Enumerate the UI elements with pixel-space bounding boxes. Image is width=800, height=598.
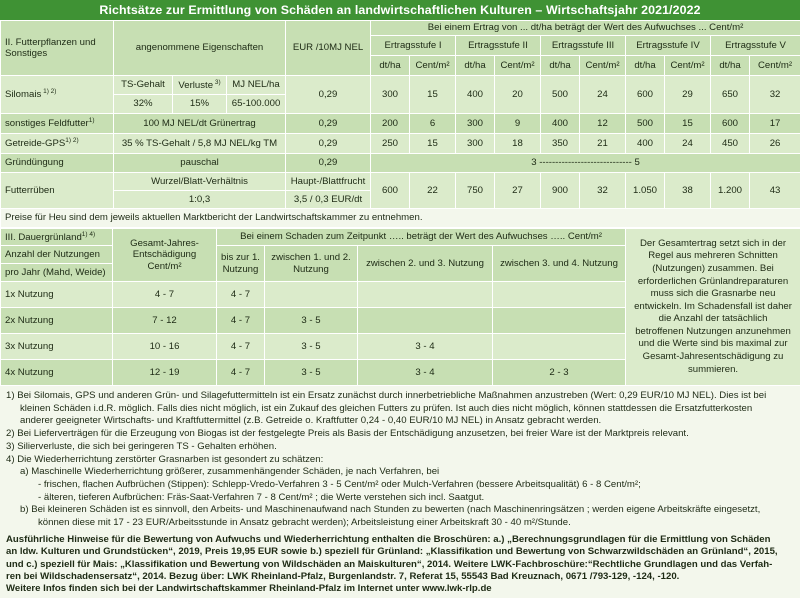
value-cell: [493, 334, 626, 360]
footnote-line: - älteren, tieferen Aufbrüchen: Fräs-Saat-Verfahren 7 - 8 Cent/m² ; die Werte verstehen sich incl. Saatgut.: [38, 491, 485, 503]
value-cell: 650: [711, 76, 750, 114]
hinweis-line: und c.) speziell für Mais: „Klassifikation und Bewertung von Wildschäden an Maiskulturen“, 2014. Weitere LWK-Fachbroschüre:“Rechtliche Grundlagen und das Verfah-: [6, 558, 773, 570]
hinweis-line: ren bei Wildschadensersatz“, 2014. Bezug über: LWK Rheinland-Pfalz, Burgenlandstr. 7, Referat 15, 55543 Bad Kreuznach, 0671 /793-129, -124, -120.: [6, 570, 680, 582]
value-cell: 20: [495, 76, 541, 114]
value-cell: 3 - 4: [358, 360, 493, 386]
value-cell: 17: [750, 114, 800, 134]
value-cell: 200: [371, 114, 410, 134]
value-cell: [493, 282, 626, 308]
unit-dt: dt/ha: [626, 56, 665, 76]
value-cell: 3 - 4: [358, 334, 493, 360]
heu-note: Preise für Heu sind dem jeweils aktuellen Marktbericht der Landwirtschaftskammer zu entnehmen.: [1, 209, 800, 228]
ertragsstufe-5: Ertragsstufe V: [711, 36, 800, 56]
row-label: 1x Nutzung: [1, 282, 113, 308]
value-cell: 15: [665, 114, 711, 134]
footnote-line: 3) Silierverluste, die sich bei geringeren TS - Gehalten erhöhen.: [6, 440, 277, 452]
value-cell: 300: [456, 134, 495, 154]
unit-dt: dt/ha: [456, 56, 495, 76]
ertragsstufe-1: Ertragsstufe I: [371, 36, 456, 56]
value-cell: 2 - 3: [493, 360, 626, 386]
value-cell: 22: [410, 173, 456, 209]
dauergruenland-table: [0, 228, 800, 386]
value-cell: 24: [580, 76, 626, 114]
ts-gehalt-value: 32%: [114, 95, 173, 114]
group-header-ertrag: Bei einem Ertrag von ... dt/ha beträgt der Wert des Aufwuchses ... Cent/m²: [371, 21, 800, 36]
futterpflanzen-table: [0, 20, 800, 228]
value-cell: 500: [541, 76, 580, 114]
value-cell: 29: [665, 76, 711, 114]
props-futterrueben-top: Wurzel/Blatt-Verhältnis: [114, 173, 286, 191]
verluste-value: 15%: [173, 95, 227, 114]
subcol-4: zwischen 3. und 4. Nutzung: [493, 246, 626, 282]
value-cell: 900: [541, 173, 580, 209]
value-cell: 4 - 7: [217, 334, 265, 360]
table-row-silomais: [1, 76, 800, 95]
value-cell: 6: [410, 114, 456, 134]
eur-value: 0,29: [286, 154, 371, 173]
footnote-line: 1) Bei Silomais, GPS und anderen Grün- und Silagefuttermitteln ist ein Ersatz zunächst durch innerbetriebliche Maßnahmen anzustreben (Wert: 0,29 EUR/10 MJ NEL). Dies ist bei: [6, 390, 767, 401]
footnote-line: anderer geeigneter Wirtschafts- und Kraftfuttermittel (z.B. Getreide o. Kraftfutter 0,24 - 0,40 EUR/10 MJ NEL) in Ansatz gebracht werden.: [20, 415, 602, 427]
value-cell: 32: [580, 173, 626, 209]
unit-dt: dt/ha: [711, 56, 750, 76]
gesamt-value: 12 - 19: [113, 360, 217, 386]
mj-nel-label: MJ NEL/ha: [227, 76, 286, 95]
ertragsstufe-4: Ertragsstufe IV: [626, 36, 711, 56]
value-cell: 15: [410, 134, 456, 154]
value-cell: 300: [371, 76, 410, 114]
value-cell: 600: [626, 76, 665, 114]
value-cell: [493, 308, 626, 334]
unit-dt: dt/ha: [371, 56, 410, 76]
value-cell: [358, 282, 493, 308]
row-label: 4x Nutzung: [1, 360, 113, 386]
ertragsstufe-2: Ertragsstufe II: [456, 36, 541, 56]
value-cell: 400: [456, 76, 495, 114]
group-header-schaden: Bei einem Schaden zum Zeitpunkt ….. beträgt der Wert des Aufwuchses ….. Cent/m²: [217, 229, 626, 246]
unit-cent: Cent/m²: [410, 56, 456, 76]
value-cell: 600: [711, 114, 750, 134]
value-cell: 15: [410, 76, 456, 114]
table-row-feldfutter: [1, 114, 800, 134]
value-cell: 750: [456, 173, 495, 209]
value-cell: 12: [580, 114, 626, 134]
section-label-gruenland: III. Dauergrünland$^{1) 4)}$: [1, 229, 113, 246]
value-cell: 3 - 5: [265, 334, 358, 360]
hinweis-line: Ausführliche Hinweise für die Bewertung von Aufwuchs und Wiederherrichtung enthalten die Broschüren: a.) „Berechnungsgrundlagen für die Ermittlung von Schäden: [6, 533, 771, 545]
table-row-gps: [1, 134, 800, 154]
value-cell: 350: [541, 134, 580, 154]
col-header-eigenschaften: angenommene Eigenschaften: [114, 21, 286, 76]
row-label: 2x Nutzung: [1, 308, 113, 334]
row-label: 3x Nutzung: [1, 334, 113, 360]
table-row-gruendung: [1, 154, 800, 173]
value-cell: 4 - 7: [217, 308, 265, 334]
value-cell: 9: [495, 114, 541, 134]
eur-value: 0,29: [286, 114, 371, 134]
value-cell: 400: [626, 134, 665, 154]
row-label-silomais: Silomais $^{1) 2)}$: [1, 76, 114, 114]
footnote-line: b) Bei kleineren Schäden ist es sinnvoll, den Arbeits- und Maschinenaufwand nach Stunden zu bewerten (nach Maschinenringsätzen ; werden eigene Arbeitskräfte eingesetzt,: [20, 504, 761, 516]
footnote-line: - frischen, flachen Aufbrüchen (Stippen): Schlepp-Vredo-Verfahren 3 - 5 Cent/m² oder Mulch-Verfahren (bessere Arbeitsqualität) 6 - 8 Cent/m²;: [38, 478, 641, 490]
props-futterrueben-bottom: 1:0,3: [114, 191, 286, 209]
page-title: Richtsätze zur Ermittlung von Schäden an landwirtschaftlichen Kulturen – Wirtschaftsjahr 2021/2022: [0, 0, 800, 20]
footnote-line: kleinen Schäden i.d.R. möglich. Falls dies nicht möglich, ist ein Zukauf des gleichen Futters zu prüfen. Ist auch dies nicht möglich, können stattdessen die Ersatzfutterkosten: [20, 402, 753, 414]
value-cell: 4 - 7: [217, 360, 265, 386]
subcol-1: bis zur 1. Nutzung: [217, 246, 265, 282]
value-cell: 27: [495, 173, 541, 209]
value-cell: 1.200: [711, 173, 750, 209]
unit-cent: Cent/m²: [665, 56, 711, 76]
row-label-futterrueben: Futterrüben: [1, 173, 114, 209]
eur-futterrueben-bottom: 3,5 / 0,3 EUR/dt: [286, 191, 371, 209]
range-gruendung: 3 ----------------------------- 5: [371, 154, 800, 173]
value-cell: 18: [495, 134, 541, 154]
footnote-line: a) Maschinelle Wiederherrichtung größerer, zusammenhängender Schäden, je nach Verfahren, bei: [20, 466, 440, 478]
value-cell: [265, 282, 358, 308]
row-label-gruendung: Gründüngung: [1, 154, 114, 173]
value-cell: 3 - 5: [265, 308, 358, 334]
col-header-gesamt: Gesamt-Jahres-Entschädigung Cent/m²: [113, 229, 217, 282]
footnote-line: 2) Bei Lieferverträgen für die Erzeugung von Biogas ist der festgelegte Preis als Basis der Entschädigung anzusetzen, bei freier Ware ist der Marktpreis relevant.: [6, 428, 689, 440]
subcol-2: zwischen 1. und 2. Nutzung: [265, 246, 358, 282]
hinweis-line: an ldw. Kulturen und Grundstücken“, 2019, Preis 19,95 EUR sowie b.) speziell für Grünland: „Klassifikation und Bewertung von Schwarzwildschäden an Grünland“, 2015,: [6, 546, 778, 558]
gesamt-value: 7 - 12: [113, 308, 217, 334]
ts-gehalt-label: TS-Gehalt: [114, 76, 173, 95]
col-header-eur: EUR /10MJ NEL: [286, 21, 371, 76]
eur-value: 0,29: [286, 134, 371, 154]
value-cell: 3 - 5: [265, 360, 358, 386]
ertragsstufe-3: Ertragsstufe III: [541, 36, 626, 56]
table-row-futterrueben: [1, 173, 800, 191]
value-cell: 1.050: [626, 173, 665, 209]
value-cell: [358, 308, 493, 334]
unit-dt: dt/ha: [541, 56, 580, 76]
pro-jahr-label: pro Jahr (Mahd, Weide): [1, 264, 113, 282]
gesamt-value: 10 - 16: [113, 334, 217, 360]
value-cell: 24: [665, 134, 711, 154]
props-feldfutter: 100 MJ NEL/dt Grünertrag: [114, 114, 286, 134]
value-cell: 600: [371, 173, 410, 209]
value-cell: 32: [750, 76, 800, 114]
row-label-feldfutter: sonstiges Feldfutter$^{1)}$: [1, 114, 114, 134]
hinweis-line: Weitere Infos finden sich bei der Landwirtschaftskammer Rheinland-Pfalz im Internet unter www.lwk-rlp.de: [6, 583, 492, 595]
section-label-futter: II. Futterpflanzen und Sonstiges: [1, 21, 114, 76]
subcol-3: zwischen 2. und 3. Nutzung: [358, 246, 493, 282]
verluste-label: Verluste $^{3)}$: [173, 76, 227, 95]
anzahl-label: Anzahl der Nutzungen: [1, 246, 113, 264]
value-cell: 4 - 7: [217, 282, 265, 308]
footnote-line: 4) Die Wiederherrichtung zerstörter Grasnarben ist gesondert zu schätzen:: [6, 453, 324, 465]
value-cell: 38: [665, 173, 711, 209]
footnote-line: können diese mit 17 - 23 EUR/Arbeitsstunde in Ansatz gebracht werden); Arbeitsleistung einer Arbeitskraft 30 - 40 m²/Stunde.: [38, 517, 571, 529]
hinweise-block: [0, 530, 800, 596]
unit-cent: Cent/m²: [495, 56, 541, 76]
mj-nel-value: 65-100.000: [227, 95, 286, 114]
row-label-gps: Getreide-$GPS^{1) 2)}$: [1, 134, 114, 154]
gesamtertrag-note: Der Gesamtertrag setzt sich in der Regel aus mehreren Schnitten (Nutzungen) zusammen. Bei erforderlichen Grünlandreparaturen muss sich die Grasnarbe neu entwickeln. Im Schadensfall ist daher die Anzahl der tatsächlich betroffenen Nutzungen anzunehmen und die Werte sind bis maximal zur Gesamt-Jahresentschädigung zu summieren.: [626, 229, 800, 386]
eur-value: 0,29: [286, 76, 371, 114]
unit-cent: Cent/m²: [580, 56, 626, 76]
value-cell: 43: [750, 173, 800, 209]
props-gps: 35 % TS-Gehalt / 5,8 MJ NEL/kg TM: [114, 134, 286, 154]
value-cell: 500: [626, 114, 665, 134]
unit-cent: Cent/m²: [750, 56, 800, 76]
value-cell: 450: [711, 134, 750, 154]
props-gruendung: pauschal: [114, 154, 286, 173]
value-cell: 26: [750, 134, 800, 154]
value-cell: 250: [371, 134, 410, 154]
value-cell: 21: [580, 134, 626, 154]
gesamt-value: 4 - 7: [113, 282, 217, 308]
value-cell: 400: [541, 114, 580, 134]
footnotes: [0, 386, 800, 530]
value-cell: 300: [456, 114, 495, 134]
eur-futterrueben-top: Haupt-/Blattfrucht: [286, 173, 371, 191]
